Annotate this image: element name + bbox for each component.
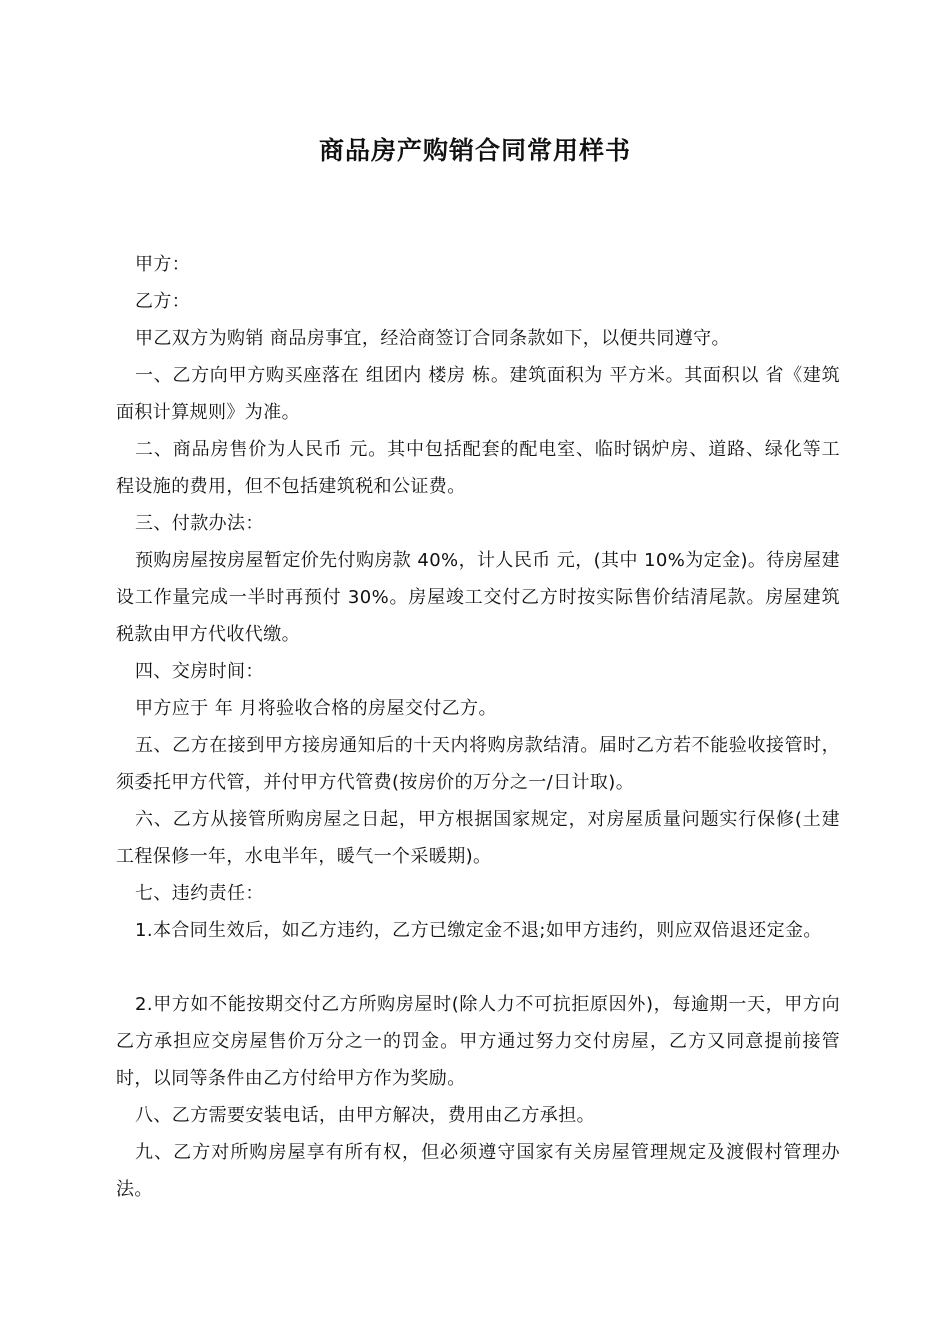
party-b-line: 乙方： <box>135 291 191 312</box>
clause-3-heading: 三、付款办法： <box>135 513 264 534</box>
document-body <box>116 246 840 1208</box>
document-title: 商品房产购销合同常用样书 <box>318 136 631 165</box>
clause-6-paragraph: 六、乙方从接管所购房屋之日起，甲方根据国家规定，对房屋质量问题实行保修(土建工程保修一年，水电半年，暖气一个采暖期)。 <box>116 809 840 867</box>
clause-5-paragraph: 五、乙方在接到甲方接房通知后的十天内将购房款结清。届时乙方若不能验收接管时，须委托甲方代管，并付甲方代管费(按房价的万分之一/日计取)。 <box>116 735 840 793</box>
clause-7-item-2: 2.甲方如不能按期交付乙方所购房屋时(除人力不可抗拒原因外)，每逾期一天，甲方向乙方承担应交房屋售价万分之一的罚金。甲方通过努力交付房屋，乙方又同意提前接管时，以同等条件由乙方付给甲方作为奖励。 <box>116 994 840 1089</box>
clause-4-paragraph: 甲方应于 年 月将验收合格的房屋交付乙方。 <box>135 698 497 719</box>
clause-4-heading: 四、交房时间： <box>135 661 264 682</box>
clause-9-paragraph: 九、乙方对所购房屋享有所有权，但必须遵守国家有关房屋管理规定及渡假村管理办法。 <box>116 1142 840 1200</box>
party-a-line: 甲方： <box>135 254 191 275</box>
clause-7-heading: 七、违约责任： <box>135 883 264 904</box>
clause-3-paragraph: 预购房屋按房屋暂定价先付购房款 40%，计人民币 元，(其中 10%为定金)。待房屋建设工作量完成一半时再预付 30%。房屋竣工交付乙方时按实际售价结清尾款。房屋建筑税款由甲方代收代缴。 <box>116 550 840 645</box>
clause-8-paragraph: 八、乙方需要安装电话，由甲方解决，费用由乙方承担。 <box>135 1105 595 1126</box>
clause-7-item-1: 1.本合同生效后，如乙方违约，乙方已缴定金不退;如甲方违约，则应双倍退还定金。 <box>135 920 822 941</box>
clause-1-paragraph: 一、乙方向甲方购买座落在 组团内 楼房 栋。建筑面积为 平方米。其面积以 省《建筑面积计算规则》为准。 <box>116 365 840 423</box>
preamble-paragraph: 甲乙双方为购销 商品房事宜，经洽商签订合同条款如下，以便共同遵守。 <box>135 328 730 349</box>
clause-2-paragraph: 二、商品房售价为人民币 元。其中包括配套的配电室、临时锅炉房、道路、绿化等工程设施的费用，但不包括建筑税和公证费。 <box>116 439 840 497</box>
